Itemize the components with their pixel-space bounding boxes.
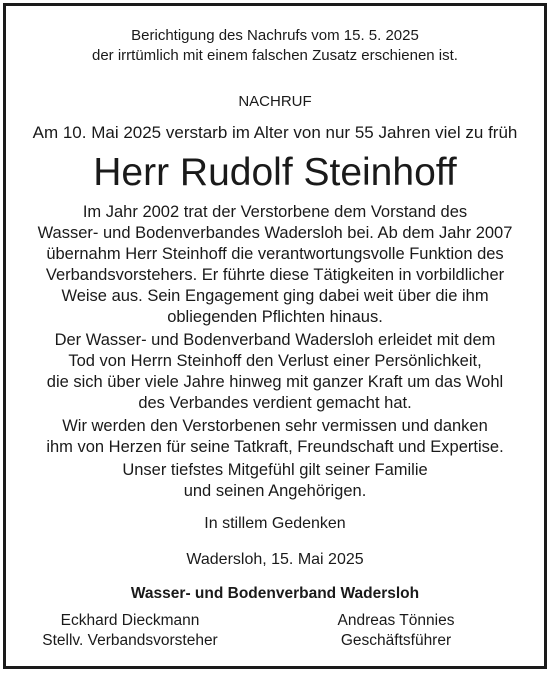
- deceased-name: Herr Rudolf Steinhoff: [93, 151, 457, 194]
- intro-text: Am 10. Mai 2025 verstarb im Alter von nur 55 Jahren viel zu früh: [32, 123, 518, 142]
- paragraph-2-line-4: des Verbandes verdient gemacht hat.: [138, 394, 412, 412]
- notice-heading: NACHRUF: [238, 93, 312, 110]
- paragraph-1-line-3: übernahm Herr Steinhoff die verantwortungsvolle Funktion des: [46, 245, 504, 263]
- signer-name: Andreas Tönnies: [337, 612, 455, 629]
- paragraph-1-line-1: Im Jahr 2002 trat der Verstorbene dem Vorstand des: [82, 203, 468, 221]
- obituary-notice: [3, 3, 547, 669]
- signer-role: Stellv. Verbandsvorsteher: [42, 632, 218, 649]
- paragraph-2-line-3: die sich über viele Jahre hinweg mit ganzer Kraft um das Wohl: [46, 373, 504, 391]
- paragraph-2-line-2: Tod von Herrn Steinhoff den Verlust einer Persönlichkeit,: [68, 352, 482, 370]
- paragraph-1-line-4: Verbandsvorstehers. Er führte diese Tätigkeiten in vorbildlicher: [45, 266, 505, 284]
- organization-name: Wasser- und Bodenverband Wadersloh: [130, 585, 420, 602]
- paragraph-1-line-6: obliegenden Pflichten hinaus.: [167, 308, 383, 326]
- paragraph-4-line-2: und seinen Angehörigen.: [183, 482, 367, 500]
- paragraph-1-line-2: Wasser- und Bodenverbandes Wadersloh bei. Ab dem Jahr 2007: [37, 224, 513, 242]
- signer-right: [306, 611, 486, 651]
- signer-left: [30, 611, 230, 651]
- signer-name: Eckhard Dieckmann: [60, 612, 200, 629]
- paragraph-2-line-1: Der Wasser- und Bodenverband Wadersloh erleidet mit dem: [54, 331, 496, 349]
- paragraph-4-line-1: Unser tiefstes Mitgefühl gilt seiner Familie: [122, 461, 428, 479]
- place-date: Wadersloh, 15. Mai 2025: [186, 551, 364, 568]
- paragraph-1-line-5: Weise aus. Sein Engagement ging dabei weit über die ihm: [61, 287, 489, 305]
- correction-line-2: der irrtümlich mit einem falschen Zusatz erschienen ist.: [92, 47, 458, 64]
- correction-line-1: Berichtigung des Nachrufs vom 15. 5. 2025: [131, 27, 419, 44]
- paragraph-3-line-1: Wir werden den Verstorbenen sehr vermissen und danken: [62, 417, 488, 435]
- signer-role: Geschäftsführer: [340, 632, 452, 649]
- paragraph-3-line-2: ihm von Herzen für seine Tatkraft, Freundschaft und Expertise.: [46, 438, 504, 456]
- closing-text: In stillem Gedenken: [204, 515, 346, 532]
